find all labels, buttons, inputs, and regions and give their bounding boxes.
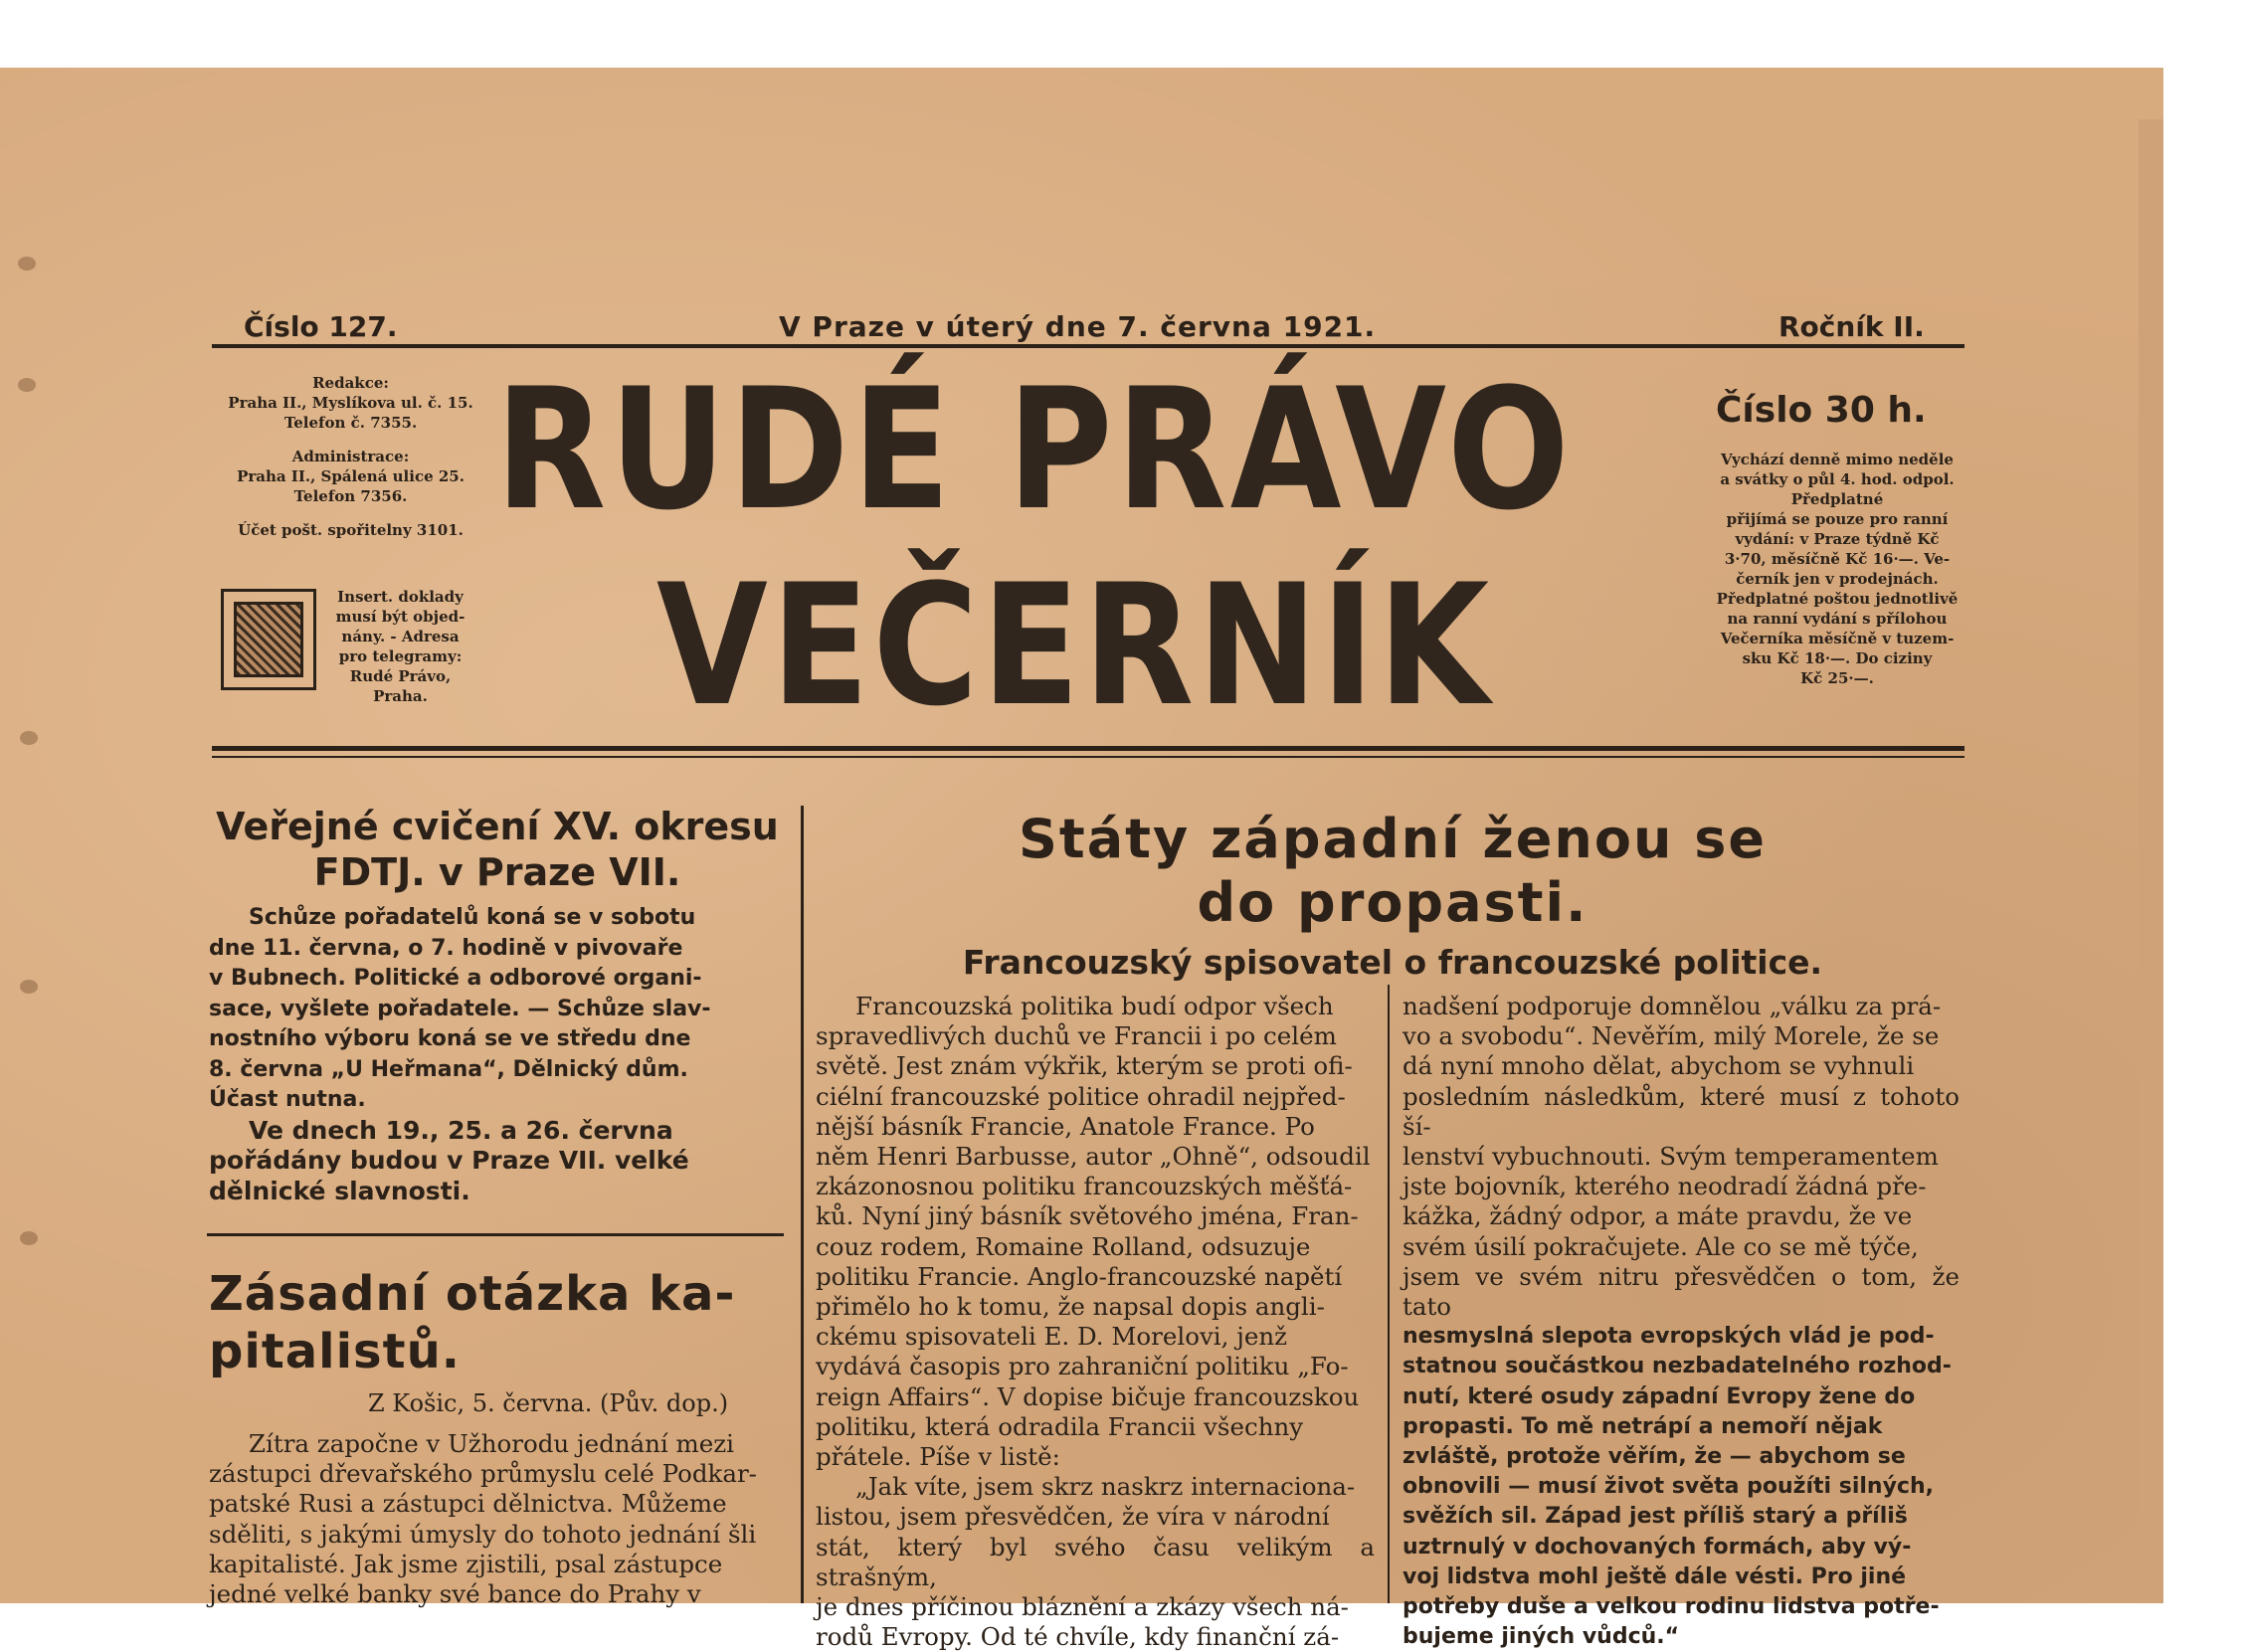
issue-date: V Praze v úterý dne 7. června 1921. <box>779 310 1377 343</box>
paper-edge <box>2139 119 2163 1603</box>
redakce-title: Redakce: <box>312 374 389 392</box>
article3-column1: Francouzská politika budí odpor všech spravedlivých duchů ve Francii i po celém světě. Jest znám výkřik, kterým se proti ofi- ciélní francouzské politice ohradil nejpřed- nější básník Francie, Anatole France. Po něm Henri Barbusse, autor „Ohně“, odsoudil zkázonosnou politiku francouzských měšťá- ků. Nyní jiný básník světového jména, Fran- couz rodem, Romaine Rolland, odsuzuje politiku Francie. Anglo-francouzské napětí přimělo ho k tomu, že napsal dopis angli- ckému spisovateli E. D. Morelovi, jenž vydává časopis pro zahraniční politiku „Fo- reign Affairs“. V dopise bičuje francouzskou politiku, která odradila Francii všechny přátele. Píše v listě: „Jak víte, jsem skrz naskrz internaciona- listou, jsem přesvědčen, že víra v národní stát, který byl svého času velikým a strašným, je dnes příčinou bláznění a zkázy všech ná- rodů Evropy. Od té chvíle, kdy finanční zá- <box>816 992 1375 1652</box>
binding-hole <box>20 1231 38 1245</box>
issue-number: Číslo 127. <box>244 310 398 343</box>
masthead-rule <box>212 746 1964 751</box>
masthead-subtitle: VEČERNÍK <box>656 548 1493 743</box>
masthead-rule-thin <box>212 756 1964 758</box>
price: Číslo 30 h. <box>1716 390 1927 431</box>
article3-column2: nadšení podporuje domnělou „válku za prá- vo a svobodu“. Nevěřím, milý Morele, že se dá nyní mnoho dělat, abychom se vyhnuli posledním následkům, které musí z tohoto ší- lenství vybuchnouti. Svým temperamentem jste bojovník, kterého neodradí žádná pře- kážka, žádný odpor, a máte pravdu, že ve svém úsilí pokračujete. Ale co se mě týče, jsem ve svém nitru přesvědčen o tom, že tato nesmyslná slepota evropských vlád je pod- statnou součástkou nezbadatelného rozhod- nutí, které osudy západní Evropy žene do propasti. To mě netrápí a nemoří nějak zvláště, protože věřím, že — abychom se obnovili — musí život světa použíti silných, svěžích sil. Západ jest příliš starý a příliš uztrnulý v dochovaných formách, aby vý- voj lidstva mohl ještě dále vésti. Pro jiné potřeby duše a velkou rodinu lidstva potře- bujeme jiných vůdců.“ <box>1402 992 1960 1650</box>
insert-note: Insert. doklady musí být objed- nány. - Adresa pro telegramy: Rudé Právo, Praha. <box>335 588 466 705</box>
admin-address: Praha II., Spálená ulice 25. <box>237 467 465 485</box>
article3-subtitle: Francouzský spisovatel o francouzské politice. <box>962 943 1823 982</box>
admin-title: Administrace: <box>291 448 410 465</box>
binding-hole <box>20 980 38 994</box>
binding-hole <box>18 257 36 271</box>
stamp-logo <box>221 589 316 690</box>
binding-hole <box>18 378 36 392</box>
subscription-info: Vychází denně mimo neděle a svátky o půl 4. hod. odpol. Předplatné přijímá se pouze pro ranní vydání: v Praze týdně Kč 3·70, měsíčně Kč 16·—. Ve- černík jen v prodejnách. Předplatné poštou jednotlivě na ranní vydání s přílohou Večerníka měsíčně v tuzem- sku Kč 18·—. Do ciziny Kč 25·—. <box>1716 451 1959 687</box>
redakce-phone: Telefon č. 7355. <box>283 414 418 432</box>
redakce-address: Praha II., Myslíkova ul. č. 15. <box>228 394 473 412</box>
masthead-title: RUDÉ PRÁVO <box>495 352 1574 547</box>
article2-body: Zítra započne v Užhorodu jednání mezi zástupci dřevařského průmyslu celé Podkar- patské Rusi a zástupci dělnictva. Můžeme sděliti, s jakými úmysly do tohoto jednání šli kapitalisté. Jak jsme zjistili, psal zástupce jedné velké banky své bance do Prahy v <box>209 1429 757 1609</box>
volume-number: Ročník II. <box>1778 310 1925 343</box>
postal-account: Účet pošt. spořitelny 3101. <box>238 521 464 539</box>
article-divider <box>207 1233 784 1236</box>
article2-dateline: Z Košic, 5. června. (Pův. dop.) <box>368 1389 729 1417</box>
redakce-block <box>224 373 477 540</box>
binding-hole <box>20 731 38 745</box>
article1-body: Schůze pořadatelů koná se v sobotu dne 11. června, o 7. hodině v pivovaře v Bubnech. Politické a odborové organi- sace, vyšlete pořadatele. — Schůze slav- nostního výboru koná se ve středu dne 8. června „U Heřmana“, Dělnický dům. Účast nutna. Ve dnech 19., 25. a 26. června pořádány budou v Praze VII. velké dělnické slavnosti. <box>209 905 711 1205</box>
article3-title: Státy západní ženou se do propasti. <box>1019 808 1767 934</box>
column-divider-2 <box>1388 985 1390 1603</box>
admin-phone: Telefon 7356. <box>293 487 408 505</box>
article2-title: Zásadní otázka ka- pitalistů. <box>209 1266 736 1379</box>
header-rule <box>212 344 1964 348</box>
column-divider <box>801 806 804 1603</box>
article1-title: Veřejné cvičení XV. okresu FDTJ. v Praze VII. <box>216 805 779 894</box>
